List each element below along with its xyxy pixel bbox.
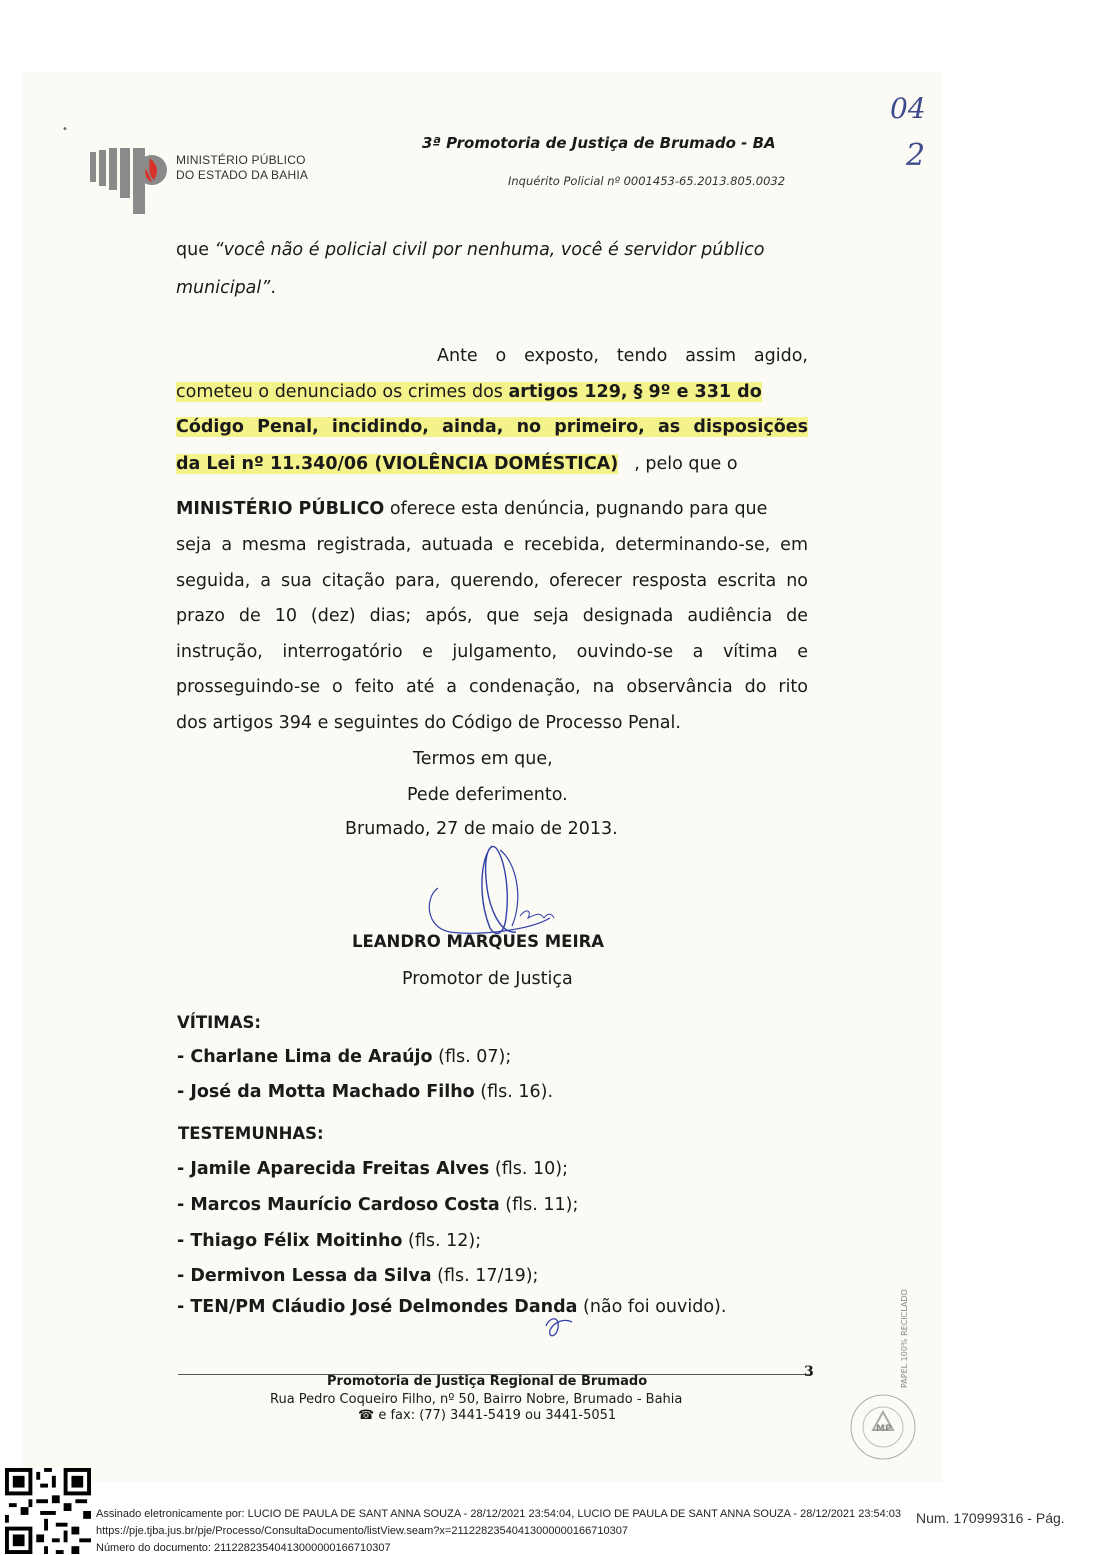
org-name-line2: DO ESTADO DA BAHIA	[176, 168, 309, 182]
seal-text: MP	[876, 1424, 892, 1434]
witnesses-heading: TESTEMUNHAS:	[178, 1124, 324, 1143]
signer-role: Promotor de Justiça	[402, 969, 573, 989]
paragraph-line: municipal”.	[176, 278, 276, 298]
signature-line: Assinado eletronicamente por: LUCIO DE PAULA DE SANT ANNA SOUZA - 28/12/2021 23:54:04, LUCIO DE PAULA DE SANT ANNA SOUZA - 28/12/2021 23:54:03	[96, 1508, 902, 1520]
org-name-line1: MINISTÉRIO PÚBLICO	[176, 153, 306, 167]
office-title: 3ª Promotoria de Justiça de Brumado - BA	[422, 134, 776, 152]
list-item: - TEN/PM Cláudio José Delmondes Danda (não foi ouvido).	[177, 1297, 727, 1317]
paragraph-line: instrução, interrogatório e julgamento, ouvindo-se a vítima e	[176, 642, 808, 662]
paragraph-line: Ante o exposto, tendo assim agido,	[437, 346, 808, 366]
handwritten-sheet-mark: 2	[906, 138, 926, 173]
footer-office: Promotoria de Justiça Regional de Brumado	[327, 1374, 648, 1389]
paragraph-line: seguida, a sua citação para, querendo, oferecer resposta escrita no	[176, 571, 808, 591]
qr-code-icon	[4, 1468, 92, 1554]
place-date: Brumado, 27 de maio de 2013.	[345, 819, 618, 839]
recycled-paper-note: PAPEL 100% RECICLADO	[900, 1289, 909, 1388]
document-number: Número do documento: 21122823540413000000166710307	[96, 1542, 391, 1554]
highlighted-line: cometeu o denunciado os crimes dos artigos 129, § 9º e 331 do	[176, 382, 762, 402]
list-item: - Marcos Maurício Cardoso Costa (fls. 11);	[177, 1195, 579, 1215]
mp-logo-icon	[90, 146, 170, 216]
closing-line-1: Termos em que,	[413, 749, 553, 769]
list-item: - Dermivon Lessa da Silva (fls. 17/19);	[177, 1266, 539, 1286]
page-reference: Num. 170999316 - Pág.	[916, 1510, 1065, 1526]
paragraph-line: prazo de 10 (dez) dias; após, que seja designada audiência de	[176, 606, 808, 626]
list-item: - Thiago Félix Moitinho (fls. 12);	[177, 1231, 482, 1251]
document-url[interactable]: https://pje.tjba.jus.br/pje/Processo/ConsultaDocumento/listView.seam?x=21122823540413000000166710307	[96, 1525, 628, 1537]
handwritten-page-number: 04	[890, 92, 926, 125]
list-item: - Charlane Lima de Araújo (fls. 07);	[177, 1047, 512, 1067]
paragraph-line: MINISTÉRIO PÚBLICO oferece esta denúncia, pugnando para que	[176, 499, 768, 519]
highlighted-line: da Lei nº 11.340/06 (VIOLÊNCIA DOMÉSTICA) , pelo que o	[176, 454, 738, 474]
victims-heading: VÍTIMAS:	[177, 1013, 261, 1032]
page-number: 3	[804, 1364, 814, 1380]
handwritten-initial	[540, 1312, 580, 1342]
highlighted-line: Código Penal, incidindo, ainda, no primeiro, as disposições	[176, 417, 808, 437]
list-item: - Jamile Aparecida Freitas Alves (fls. 10);	[177, 1159, 568, 1179]
paragraph-line: dos artigos 394 e seguintes do Código de Processo Penal.	[176, 713, 681, 733]
paragraph-line: seja a mesma registrada, autuada e recebida, determinando-se, em	[176, 535, 808, 555]
paragraph-line: prosseguindo-se o feito até a condenação, na observância do rito	[176, 677, 808, 697]
closing-line-2: Pede deferimento.	[407, 785, 568, 805]
footer-phone: ☎ e fax: (77) 3441-5419 ou 3441-5051	[358, 1408, 617, 1423]
inquiry-number: Inquérito Policial nº 0001453-65.2013.805.0032	[508, 174, 786, 188]
signer-name: LEANDRO MARQUES MEIRA	[352, 932, 605, 951]
list-item: - José da Motta Machado Filho (fls. 16).	[177, 1082, 554, 1102]
footer-address: Rua Pedro Coqueiro Filho, nº 50, Bairro Nobre, Brumado - Bahia	[270, 1392, 683, 1407]
paragraph-line: que “você não é policial civil por nenhuma, você é servidor público	[176, 240, 765, 260]
